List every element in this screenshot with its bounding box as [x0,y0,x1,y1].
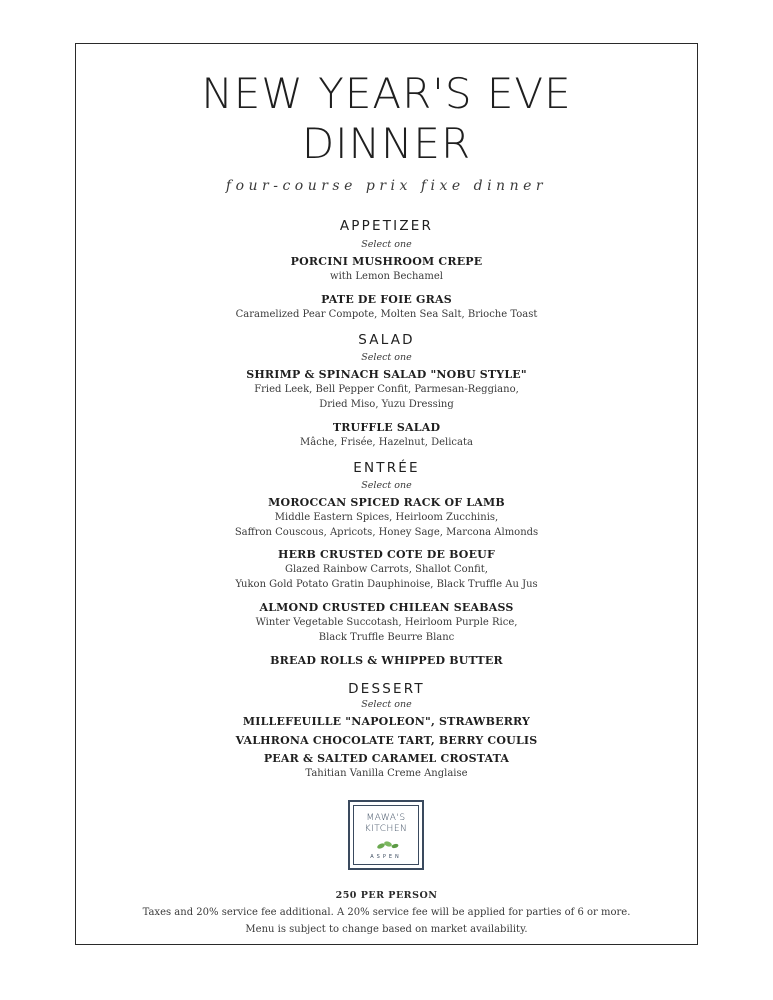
section-heading-dessert: DESSERT [348,681,425,697]
section-heading-entree: ENTRÉE [353,460,420,476]
leaf-icon [376,839,400,851]
dish-name: VALHRONA CHOCOLATE TART, BERRY COULIS [235,734,538,747]
dish-name: MOROCCAN SPICED RACK OF LAMB [268,496,505,509]
dish-name: PEAR & SALTED CARAMEL CROSTATA [263,752,510,765]
dish-name: PATE DE FOIE GRAS [321,293,452,306]
dish-name: HERB CRUSTED COTE DE BOEUF [278,548,495,561]
dish-description: Saffron Couscous, Apricots, Honey Sage, Marcona Almonds [234,527,539,538]
footer-note-availability: Menu is subject to change based on market availability. [245,924,528,935]
dish-description: Tahitian Vanilla Creme Anglaise [305,768,468,779]
dish-description: Winter Vegetable Succotash, Heirloom Purple Rice, [255,617,518,628]
dish-description: Black Truffle Beurre Blanc [318,632,455,643]
restaurant-logo [348,800,424,870]
dish-name: SHRIMP & SPINACH SALAD "NOBU STYLE" [246,368,527,381]
dish-name: PORCINI MUSHROOM CREPE [290,255,483,268]
dish-name: MILLEFEUILLE "NAPOLEON", STRAWBERRY [242,715,531,728]
dish-name-bread: BREAD ROLLS & WHIPPED BUTTER [270,654,503,667]
logo-frame [353,805,419,865]
logo-text-line1: MAWA'S [366,813,406,823]
dish-description: Mâche, Frisée, Hazelnut, Delicata [300,437,473,448]
dish-description: Yukon Gold Potato Gratin Dauphinoise, Black Truffle Au Jus [235,579,538,590]
footer-note-taxes: Taxes and 20% service fee additional. A 20% service fee will be applied for parties of 6 or more. [142,907,631,918]
logo-text-line2: KITCHEN [364,824,408,834]
dessert-select-note: Select one [361,699,412,710]
logo-text-line3: ASPEN [370,854,402,860]
dish-description: Caramelized Pear Compote, Molten Sea Salt, Brioche Toast [235,309,538,320]
dish-description: Glazed Rainbow Carrots, Shallot Confit, [285,564,488,575]
menu-subtitle: four-course prix fixe dinner [225,178,548,194]
dish-description: Dried Miso, Yuzu Dressing [319,399,454,410]
menu-title-line1: NEW YEAR'S EVE [201,69,572,118]
dish-description: Fried Leek, Bell Pepper Confit, Parmesan-Reggiano, [254,384,519,395]
salad-select-note: Select one [361,352,412,363]
menu-title-line2: DINNER [301,119,472,168]
section-heading-appetizer: APPETIZER [339,218,434,234]
appetizer-select-note: Select one [361,239,412,250]
section-heading-salad: SALAD [358,332,415,348]
dish-name: ALMOND CRUSTED CHILEAN SEABASS [259,601,514,614]
dish-description: Middle Eastern Spices, Heirloom Zucchinis, [274,512,499,523]
entree-select-note: Select one [361,480,412,491]
price-per-person: 250 PER PERSON [335,890,438,901]
dish-description: with Lemon Bechamel [330,271,443,282]
dish-name: TRUFFLE SALAD [332,421,441,434]
